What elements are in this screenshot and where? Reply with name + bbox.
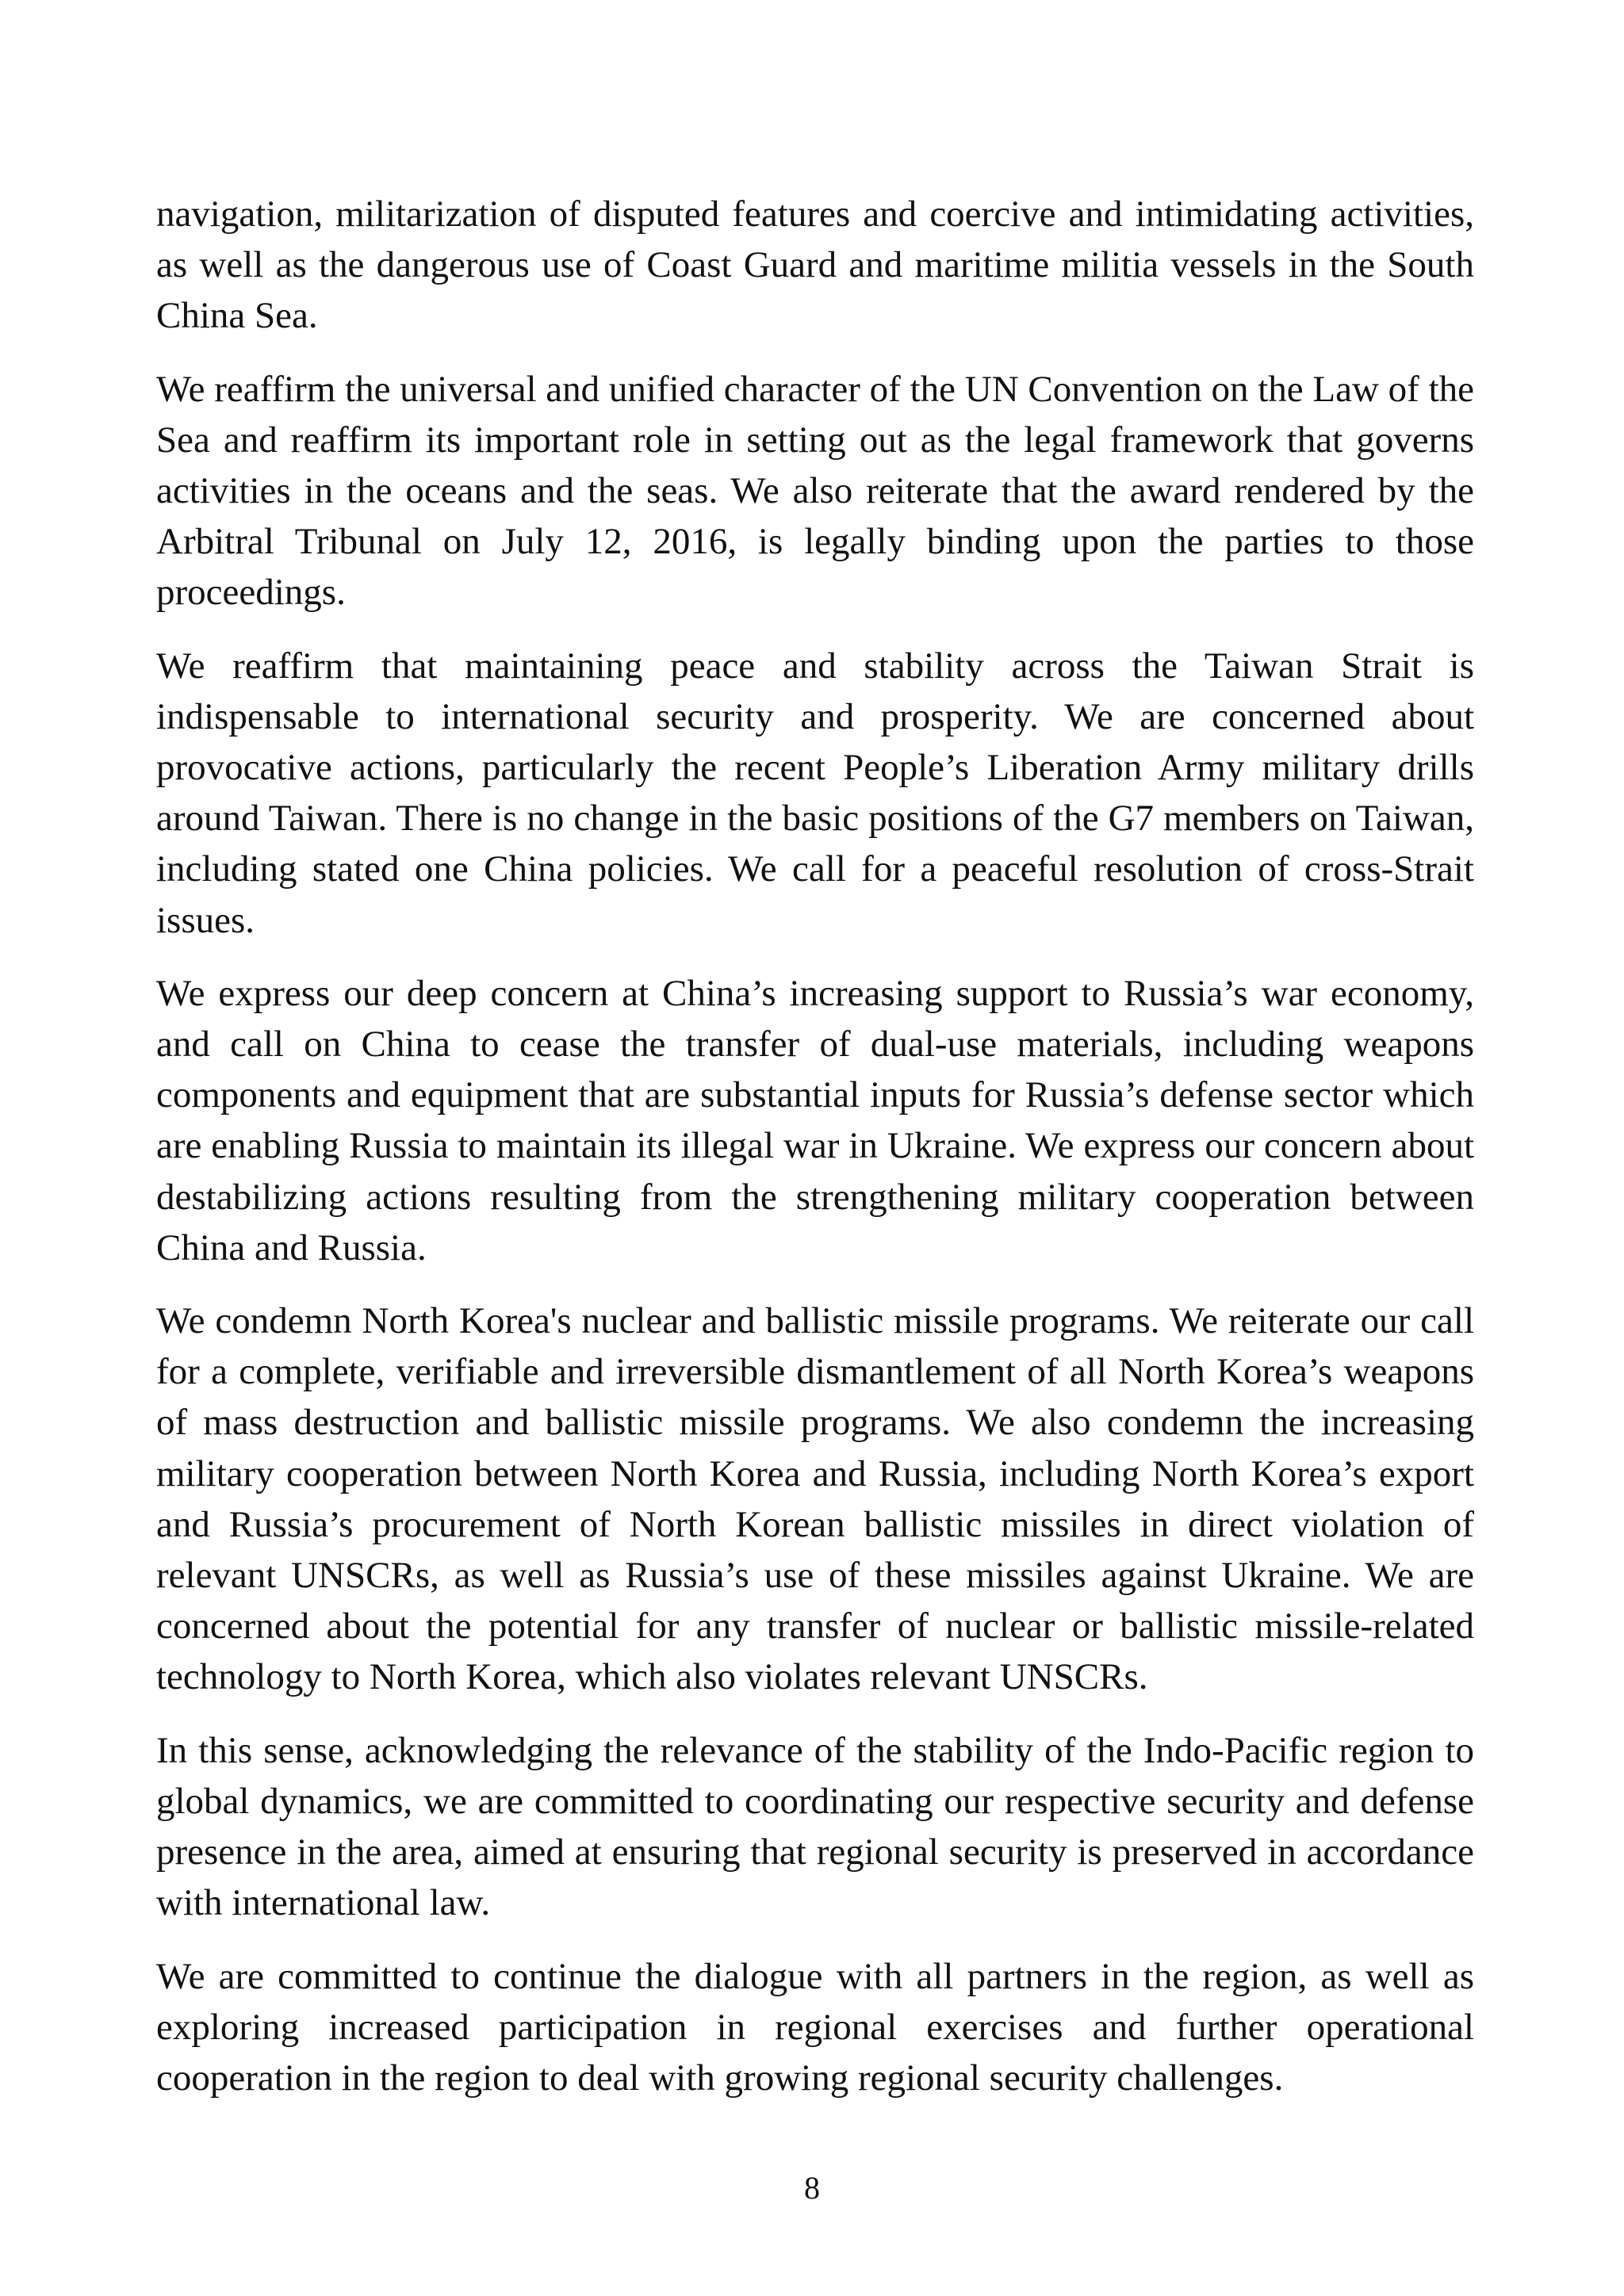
- body-text: [156, 189, 1474, 2126]
- paragraph-5: We condemn North Korea's nuclear and ballistic missile programs. We reiterate our call for a complete, verifiable and irreversible dismantlement of all North Korea’s weapons of mass destruction and ballistic missile programs. We also condemn the increasing military cooperation between North Korea and Russia, including North Korea’s export and Russia’s procurement of North Korean ballistic missiles in direct violation of relevant UNSCRs, as well as Russia’s use of these missiles against Ukraine. We are concerned about the potential for any transfer of nuclear or ballistic missile-related technology to North Korea, which also violates relevant UNSCRs.: [156, 1300, 1474, 1698]
- page-number: 8: [804, 2170, 820, 2206]
- paragraph-1: navigation, militarization of disputed features and coercive and intimidating activities, as well as the dangerous use of Coast Guard and maritime militia vessels in the South China Sea.: [156, 193, 1474, 337]
- paragraph-3: We reaffirm that maintaining peace and stability across the Taiwan Strait is indispensable to international security and prosperity. We are concerned about provocative actions, particularly the recent People’s Liberation Army military drills around Taiwan. There is no change in the basic positions of the G7 members on Taiwan, including stated one China policies. We call for a peaceful resolution of cross-Strait issues.: [156, 645, 1474, 941]
- paragraph-4: We express our deep concern at China’s increasing support to Russia’s war economy, and call on China to cease the transfer of dual-use materials, including weapons components and equipment that are substantial inputs for Russia’s defense sector which are enabling Russia to maintain its illegal war in Ukraine. We express our concern about destabilizing actions resulting from the strengthening military cooperation between China and Russia.: [156, 972, 1474, 1269]
- paragraph-7: We are committed to continue the dialogue with all partners in the region, as well as exploring increased participation in regional exercises and further operational cooperation in the region to deal with growing regional security challenges.: [156, 1955, 1474, 2099]
- paragraph-2: We reaffirm the universal and unified character of the UN Convention on the Law of the Sea and reaffirm its important role in setting out as the legal framework that governs activities in the oceans and the seas. We also reiterate that the award rendered by the Arbitral Tribunal on July 12, 2016, is legally binding upon the parties to those proceedings.: [156, 368, 1474, 614]
- paragraph-6: In this sense, acknowledging the relevance of the stability of the Indo-Pacific region to global dynamics, we are committed to coordinating our respective security and defense presence in the area, aimed at ensuring that regional security is preserved in accordance with international law.: [156, 1729, 1474, 1924]
